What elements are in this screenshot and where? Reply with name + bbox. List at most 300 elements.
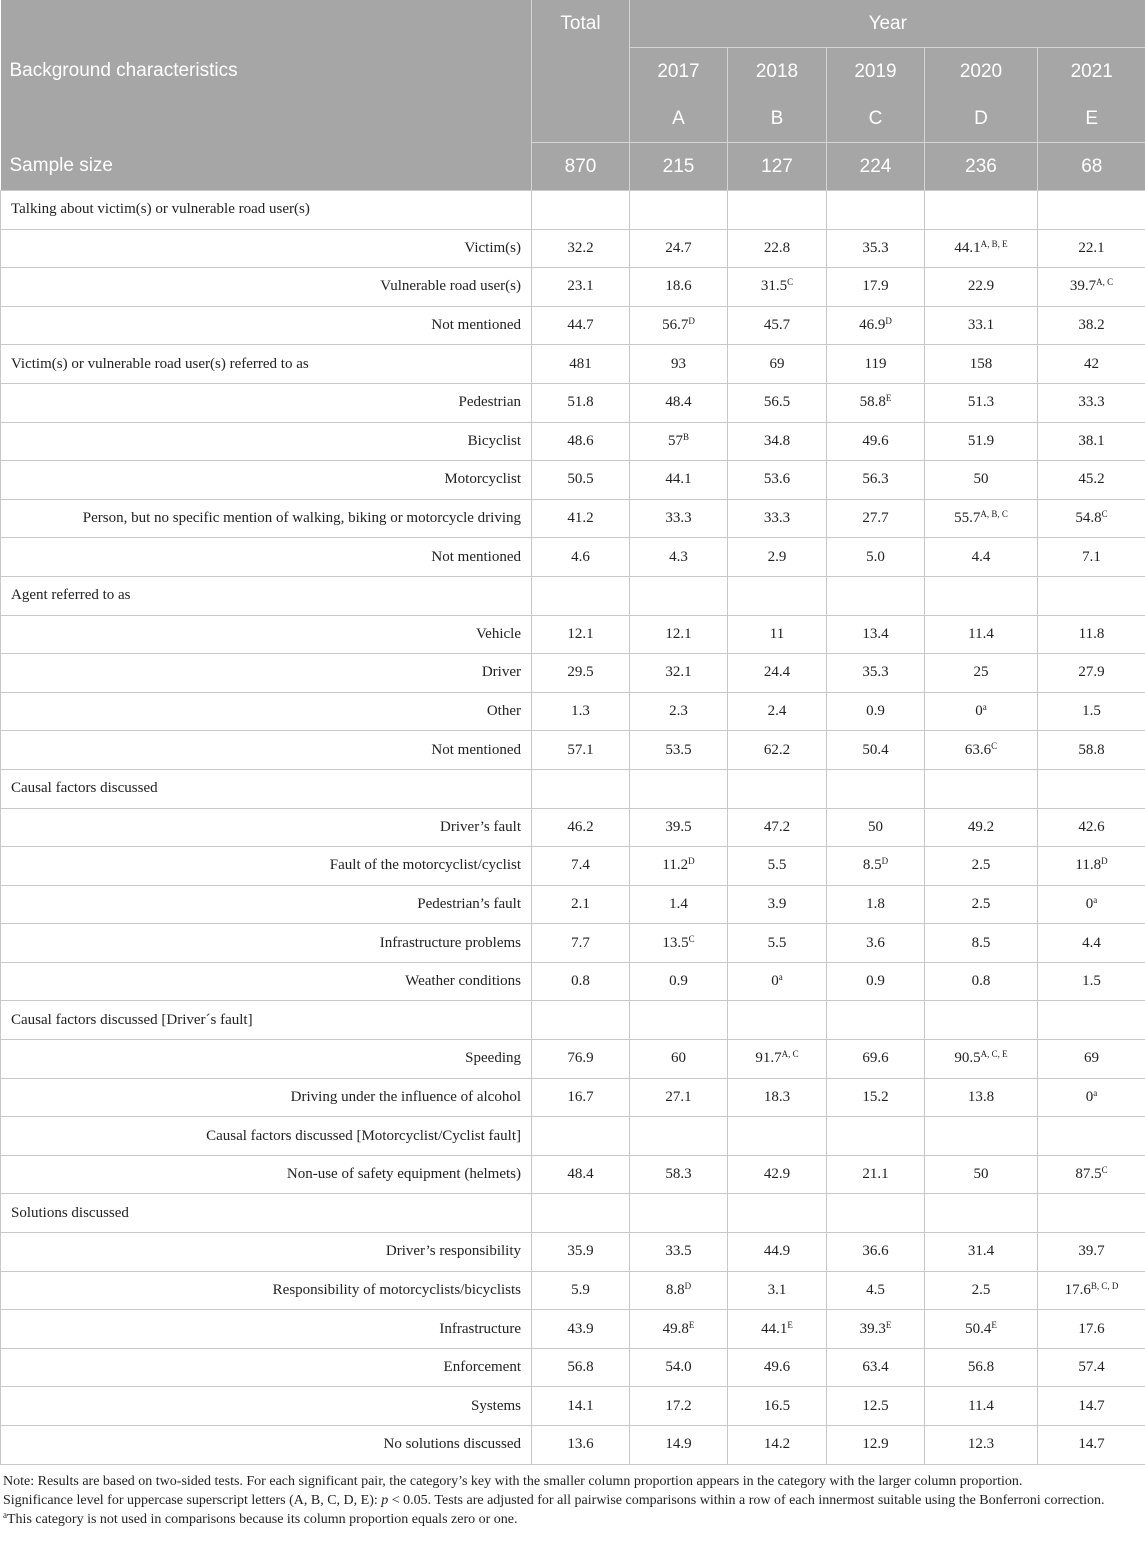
table-cell (925, 1001, 1038, 1040)
table-cell (827, 1387, 925, 1426)
section-label: Causal factors discussed [Motorcyclist/Cyclist fault] (1, 1117, 532, 1156)
table-cell (532, 1117, 630, 1156)
cell-value: 18.6 (665, 278, 692, 295)
cell-value: 57.4 (1078, 1359, 1105, 1376)
table-cell (532, 1040, 630, 1079)
table-cell (925, 268, 1038, 307)
cell-value: 56.3 (862, 471, 889, 488)
table-cell (827, 615, 925, 654)
cell-value: 62.2 (763, 741, 791, 758)
table-cell (630, 731, 728, 770)
table-cell (630, 461, 728, 500)
table-row (1, 1040, 1145, 1079)
table-cell (532, 306, 630, 345)
cell-value: 0.8 (971, 973, 991, 990)
table-cell (728, 1001, 827, 1040)
cell-value: 13.4 (862, 625, 889, 642)
table-cell (630, 499, 728, 538)
cell-value: 14.7 (1078, 1397, 1105, 1414)
cell-value: 7.7 (571, 934, 590, 951)
section-row (1, 1001, 1145, 1040)
table-cell (925, 345, 1038, 384)
table-row (1, 731, 1145, 770)
cell-value: 58.8 (1078, 741, 1105, 758)
cell-value: 91.7 (755, 1050, 782, 1067)
table-cell (728, 383, 827, 422)
header-letter-cell: D (925, 95, 1038, 143)
cell-value: 50.5 (567, 471, 594, 488)
table-cell (728, 1310, 827, 1349)
cell-value: 54.8 (1075, 510, 1102, 527)
cell-value: 50.4 (965, 1320, 992, 1337)
table-cell (728, 1271, 827, 1310)
header-letter-cell: E (1038, 95, 1145, 143)
cell-value: 14.2 (763, 1436, 791, 1453)
sample-size-cell: 127 (728, 143, 827, 191)
table-cell (532, 1001, 630, 1040)
cell-value: 27.9 (1078, 664, 1105, 681)
cell-value: 32.1 (665, 664, 692, 681)
cell-value: 21.1 (862, 1166, 889, 1183)
cell-value: 48.4 (567, 1166, 594, 1183)
cell-value: 2.3 (669, 703, 688, 720)
table-cell (630, 769, 728, 808)
cell-value: 1.4 (669, 895, 688, 912)
table-cell (1038, 924, 1145, 963)
table-row (1, 962, 1145, 1001)
row-label: Weather conditions (1, 962, 532, 1001)
table-cell (630, 1426, 728, 1465)
section-label: Victim(s) or vulnerable road user(s) referred to as (1, 345, 532, 384)
table-cell (925, 654, 1038, 693)
table-cell (532, 229, 630, 268)
table-cell (728, 229, 827, 268)
significance-superscript: C (1101, 509, 1108, 520)
significance-superscript: A, C, E (980, 1049, 1008, 1060)
table-cell (728, 1194, 827, 1233)
table-cell (925, 499, 1038, 538)
table-cell (925, 422, 1038, 461)
cell-value: 57 (667, 432, 683, 449)
cell-value: 48.6 (567, 432, 594, 449)
cell-value: 4.4 (1082, 934, 1101, 951)
table-cell (827, 1426, 925, 1465)
table-cell (728, 191, 827, 230)
cell-value: 0 (1085, 895, 1094, 912)
header-background-label: Background characteristics (1, 48, 532, 96)
table-cell (1038, 1078, 1145, 1117)
row-label: No solutions discussed (1, 1426, 532, 1465)
table-cell (728, 1387, 827, 1426)
cell-value: 33.3 (665, 510, 692, 527)
table-cell (630, 1194, 728, 1233)
significance-superscript: C (991, 740, 998, 751)
cell-value: 12.5 (862, 1397, 889, 1414)
table-cell (630, 345, 728, 384)
table-note (0, 1465, 1145, 1529)
cell-value: 2.5 (971, 1281, 991, 1298)
table-cell (532, 576, 630, 615)
cell-value: 2.4 (767, 703, 787, 720)
cell-value: 36.6 (862, 1243, 889, 1260)
table-cell (728, 538, 827, 577)
cell-value: 12.9 (862, 1436, 889, 1453)
table-cell (728, 924, 827, 963)
cell-value: 22.9 (967, 278, 995, 295)
table-cell (827, 769, 925, 808)
header-letter-cell: C (827, 95, 925, 143)
table-cell (532, 962, 630, 1001)
cell-value: 49.6 (763, 1359, 791, 1376)
header-row-letters (1, 95, 1145, 143)
cell-value: 481 (569, 355, 592, 372)
table-row (1, 268, 1145, 307)
cell-value: 44.1 (954, 239, 981, 256)
table-cell (1038, 769, 1145, 808)
row-label: Systems (1, 1387, 532, 1426)
table-cell (728, 1426, 827, 1465)
cell-value: 25 (973, 664, 989, 681)
table-cell (1038, 1040, 1145, 1079)
table-cell (630, 1387, 728, 1426)
table-cell (1038, 191, 1145, 230)
cell-value: 42 (1084, 355, 1099, 372)
table-cell (532, 769, 630, 808)
cell-value: 8.8 (665, 1281, 685, 1298)
sample-size-cell: 236 (925, 143, 1038, 191)
cell-value: 27.1 (665, 1088, 692, 1105)
table-cell (827, 962, 925, 1001)
table-cell (827, 229, 925, 268)
table-cell (925, 962, 1038, 1001)
cell-value: 5.0 (866, 548, 885, 565)
cell-value: 58.3 (665, 1166, 692, 1183)
cell-value: 27.7 (862, 510, 889, 527)
significance-superscript: D (885, 316, 892, 327)
table-cell (925, 885, 1038, 924)
table-cell (728, 847, 827, 886)
table-cell (630, 1001, 728, 1040)
section-label: Causal factors discussed [Driver´s fault] (1, 1001, 532, 1040)
table-cell (532, 615, 630, 654)
cell-value: 0.8 (571, 973, 590, 990)
table-cell (827, 345, 925, 384)
header-year-cell: 2021 (1038, 48, 1145, 96)
table-row (1, 1155, 1145, 1194)
header-year: Year (630, 0, 1145, 48)
header-year-cell: 2017 (630, 48, 728, 96)
table-cell (827, 1310, 925, 1349)
cell-value: 16.5 (763, 1397, 791, 1414)
cell-value: 0.9 (866, 973, 885, 990)
header-letter-cell: B (728, 95, 827, 143)
table-cell (630, 383, 728, 422)
cell-value: 56.8 (967, 1359, 995, 1376)
cell-value: 50.4 (862, 741, 889, 758)
header-row-year (1, 0, 1145, 48)
section-row (1, 1117, 1145, 1156)
sample-size-cell: 224 (827, 143, 925, 191)
table-cell (827, 847, 925, 886)
cell-value: 54.0 (665, 1359, 692, 1376)
table-cell (630, 847, 728, 886)
cell-value: 17.6 (1078, 1320, 1105, 1337)
table-cell (630, 924, 728, 963)
table-cell (1038, 1001, 1145, 1040)
table-cell (925, 924, 1038, 963)
table-cell (827, 538, 925, 577)
cell-value: 13.5 (662, 934, 689, 951)
table-cell (827, 576, 925, 615)
table-cell (728, 654, 827, 693)
cell-value: 60 (671, 1050, 686, 1067)
cell-value: 15.2 (862, 1088, 889, 1105)
significance-superscript: E (787, 1319, 793, 1330)
row-label: Driver’s fault (1, 808, 532, 847)
table-cell (532, 847, 630, 886)
cell-value: 42.9 (763, 1166, 791, 1183)
cell-value: 3.9 (767, 895, 787, 912)
table-cell (827, 1078, 925, 1117)
table-cell (925, 191, 1038, 230)
table-cell (925, 1426, 1038, 1465)
cell-value: 0.9 (866, 703, 885, 720)
cell-value: 35.9 (567, 1243, 594, 1260)
row-label: Infrastructure problems (1, 924, 532, 963)
table-cell (728, 769, 827, 808)
significance-superscript: D (688, 316, 695, 327)
table-cell (1038, 1117, 1145, 1156)
table-cell (1038, 847, 1145, 886)
header-year-cell: 2019 (827, 48, 925, 96)
table-cell (532, 1348, 630, 1387)
table-cell (1038, 576, 1145, 615)
table-cell (1038, 885, 1145, 924)
cell-value: 31.5 (760, 278, 788, 295)
table-cell (925, 1233, 1038, 1272)
table-cell (630, 1155, 728, 1194)
table-cell (925, 461, 1038, 500)
table-cell (827, 924, 925, 963)
cell-value: 12.1 (665, 625, 692, 642)
row-label: Vehicle (1, 615, 532, 654)
table-cell (532, 422, 630, 461)
cell-value: 39.3 (859, 1320, 886, 1337)
table-cell (1038, 461, 1145, 500)
significance-superscript: a (1093, 894, 1098, 905)
table-cell (925, 306, 1038, 345)
cell-value: 48.4 (665, 394, 692, 411)
table-cell (827, 1194, 925, 1233)
table-cell (532, 1426, 630, 1465)
cell-value: 44.9 (763, 1243, 791, 1260)
cell-value: 34.8 (763, 432, 791, 449)
cell-value: 56.5 (763, 394, 791, 411)
table-row (1, 924, 1145, 963)
row-label: Infrastructure (1, 1310, 532, 1349)
table-cell (1038, 731, 1145, 770)
cell-value: 2.5 (971, 895, 991, 912)
cell-value: 5.5 (767, 934, 787, 951)
table-cell (1038, 808, 1145, 847)
table-row (1, 1348, 1145, 1387)
cell-value: 5.5 (767, 857, 787, 874)
row-label: Not mentioned (1, 306, 532, 345)
cell-value: 17.6 (1064, 1281, 1091, 1298)
table-cell (1038, 1233, 1145, 1272)
table-cell (532, 268, 630, 307)
table-cell (532, 538, 630, 577)
table-cell (1038, 383, 1145, 422)
significance-superscript: D (684, 1280, 692, 1291)
row-label: Not mentioned (1, 731, 532, 770)
cell-value: 45.7 (763, 317, 791, 334)
cell-value: 4.3 (669, 548, 688, 565)
table-cell (827, 461, 925, 500)
table-cell (728, 268, 827, 307)
row-label: Not mentioned (1, 538, 532, 577)
significance-superscript: E (688, 1319, 695, 1330)
table-cell (728, 808, 827, 847)
cell-value: 49.8 (662, 1320, 689, 1337)
cell-value: 22.8 (763, 239, 791, 256)
table-cell (1038, 499, 1145, 538)
table-row (1, 1271, 1145, 1310)
table-cell (728, 345, 827, 384)
cell-value: 1.3 (571, 703, 590, 720)
cell-value: 0 (1085, 1088, 1094, 1105)
cell-value: 24.4 (763, 664, 791, 681)
table-cell (925, 1040, 1038, 1079)
cell-value: 1.8 (866, 895, 885, 912)
cell-value: 18.3 (763, 1088, 791, 1105)
cell-value: 23.1 (567, 278, 594, 295)
table-row (1, 1310, 1145, 1349)
cell-value: 1.5 (1082, 973, 1101, 990)
table-cell (630, 692, 728, 731)
cell-value: 63.6 (964, 741, 992, 758)
table-cell (532, 345, 630, 384)
table-cell (1038, 229, 1145, 268)
significance-superscript: A, B, E (980, 238, 1008, 249)
table-cell (532, 731, 630, 770)
section-row (1, 769, 1145, 808)
table-cell (827, 422, 925, 461)
section-label: Agent referred to as (1, 576, 532, 615)
table-cell (925, 1348, 1038, 1387)
footnote-mark: a (3, 1509, 7, 1520)
table-cell (728, 1040, 827, 1079)
table-cell (532, 692, 630, 731)
table-cell (728, 1233, 827, 1272)
cell-value: 38.2 (1078, 317, 1105, 334)
note-line-2-suffix: < 0.05. Tests are adjusted for all pairwise comparisons within a row of each innermost suitable using the Bonferroni correction. (388, 1492, 1105, 1508)
header-total: Total (532, 0, 630, 48)
cell-value: 50 (973, 1166, 989, 1183)
table-cell (925, 615, 1038, 654)
table-cell (630, 615, 728, 654)
cell-value: 90.5 (954, 1050, 981, 1067)
section-row (1, 576, 1145, 615)
cell-value: 53.5 (665, 741, 692, 758)
row-label: Driver’s responsibility (1, 1233, 532, 1272)
cell-value: 51.9 (967, 432, 995, 449)
cell-value: 14.7 (1078, 1436, 1105, 1453)
row-label: Person, but no specific mention of walking, biking or motorcycle driving (1, 499, 532, 538)
cell-value: 69 (1084, 1050, 1099, 1067)
table-cell (728, 615, 827, 654)
cell-value: 33.1 (967, 317, 995, 334)
table-cell (630, 1348, 728, 1387)
table-cell (827, 383, 925, 422)
table-row (1, 306, 1145, 345)
cell-value: 8.5 (971, 934, 991, 951)
cell-value: 33.5 (665, 1243, 692, 1260)
cell-value: 17.9 (862, 278, 889, 295)
table-cell (925, 538, 1038, 577)
table-row (1, 499, 1145, 538)
row-label: Pedestrian (1, 383, 532, 422)
row-label: Speeding (1, 1040, 532, 1079)
significance-superscript: E (885, 1319, 892, 1330)
table-row (1, 808, 1145, 847)
table-cell (630, 1078, 728, 1117)
cell-value: 39.7 (1078, 1243, 1105, 1260)
table-cell (925, 1271, 1038, 1310)
table-cell (925, 383, 1038, 422)
table-cell (827, 306, 925, 345)
table-row (1, 885, 1145, 924)
cell-value: 51.8 (567, 394, 594, 411)
cell-value: 14.1 (567, 1397, 594, 1414)
cell-value: 35.3 (862, 664, 889, 681)
table-cell (532, 654, 630, 693)
table-cell (532, 461, 630, 500)
table-cell (827, 808, 925, 847)
table-cell (1038, 306, 1145, 345)
sample-size-cell: 68 (1038, 143, 1145, 191)
table-cell (630, 576, 728, 615)
significance-superscript: D (688, 856, 695, 867)
table-cell (1038, 1155, 1145, 1194)
cell-value: 17.2 (665, 1397, 692, 1414)
table-cell (827, 1040, 925, 1079)
table-cell (827, 1233, 925, 1272)
significance-superscript: a (778, 972, 783, 983)
table-cell (1038, 422, 1145, 461)
footnote-text: This category is not used in comparisons because its column proportion equals zero or one. (7, 1511, 518, 1527)
cell-value: 0 (771, 973, 779, 990)
table-cell (630, 1233, 728, 1272)
table-cell (532, 1194, 630, 1233)
section-row (1, 191, 1145, 230)
table-cell (728, 576, 827, 615)
row-label: Driver (1, 654, 532, 693)
table-row (1, 1078, 1145, 1117)
table-cell (1038, 1310, 1145, 1349)
cell-value: 12.1 (567, 625, 594, 642)
cell-value: 93 (671, 355, 686, 372)
table-cell (630, 654, 728, 693)
note-line-2-prefix: Significance level for uppercase superscript letters (A, B, C, D, E): (3, 1492, 382, 1508)
cell-value: 2.5 (971, 857, 991, 874)
table-row (1, 461, 1145, 500)
table-row (1, 1387, 1145, 1426)
cell-value: 0 (975, 703, 983, 720)
note-line-1: Note: Results are based on two-sided tests. For each significant pair, the category’s key with the smaller column proportion appears in the category with the larger column proportion. (3, 1473, 1023, 1489)
cell-value: 4.5 (866, 1281, 885, 1298)
table-cell (827, 1117, 925, 1156)
